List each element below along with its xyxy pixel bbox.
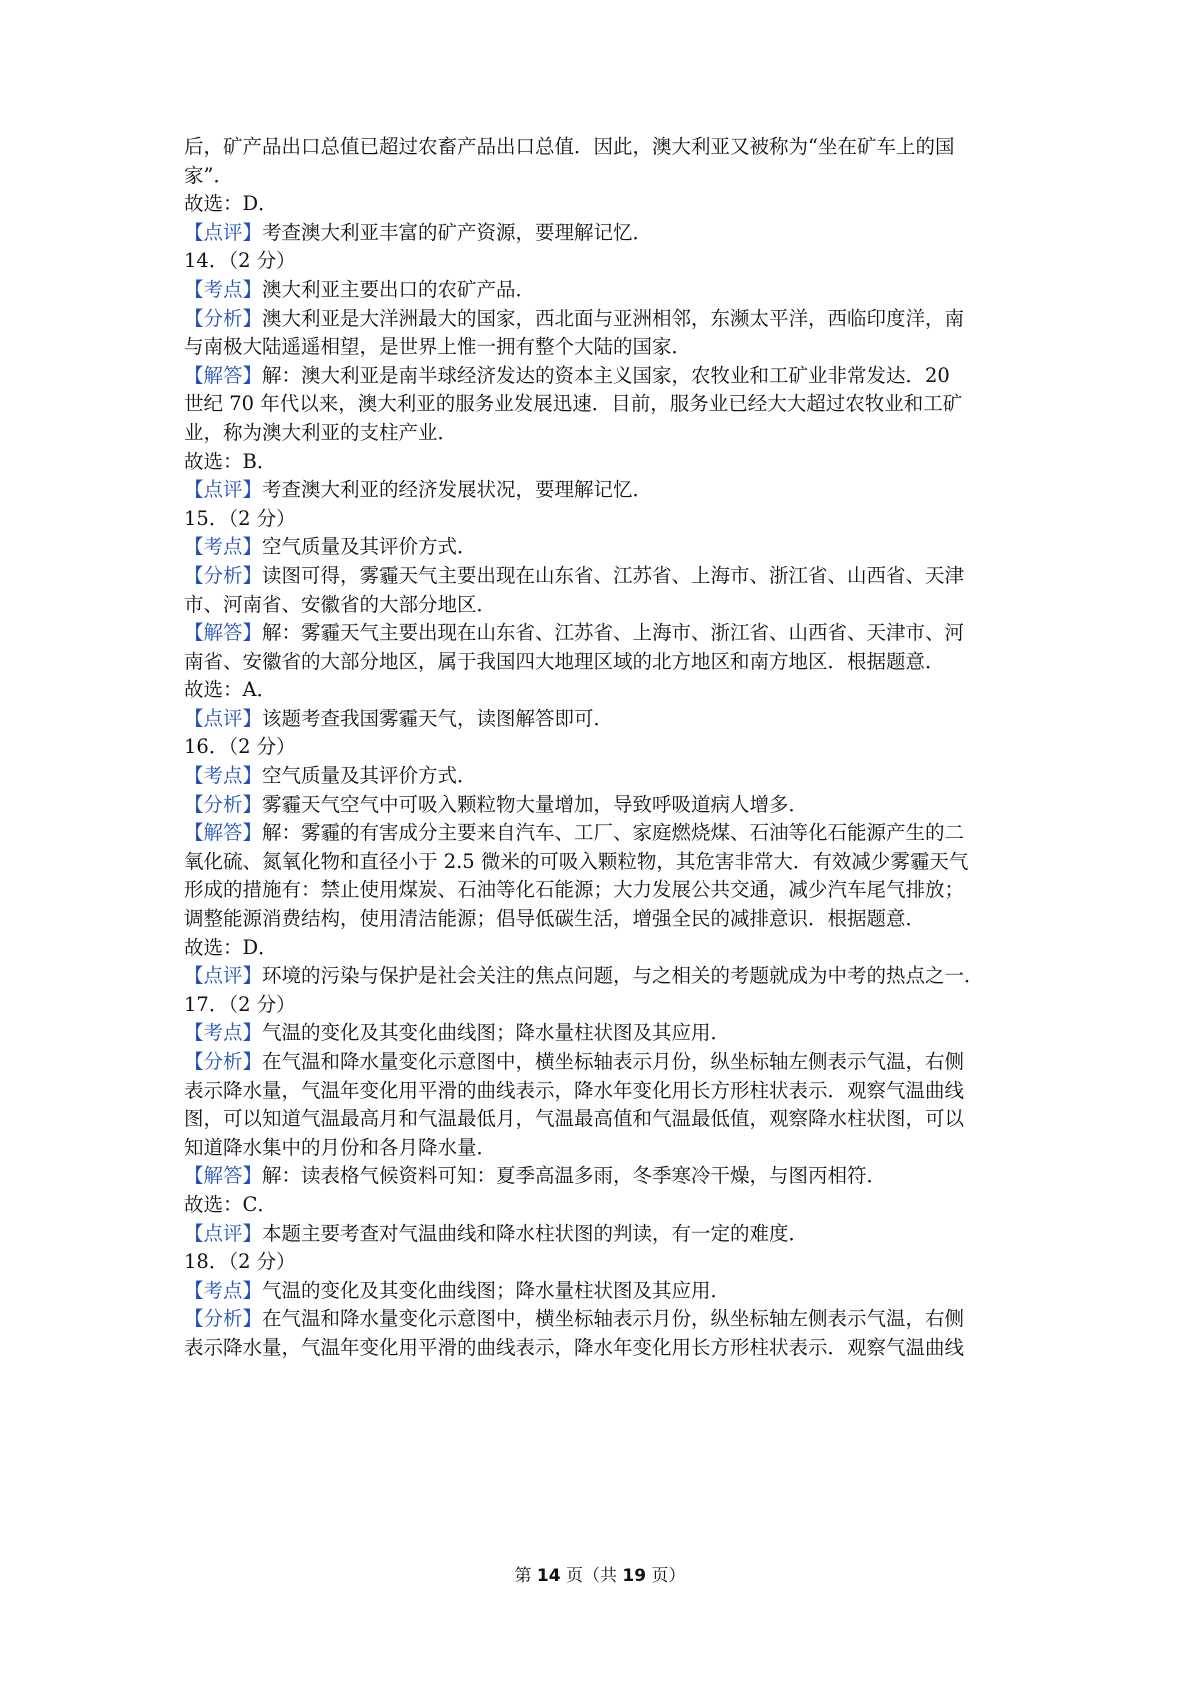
line-text: 14．（2 分） <box>184 249 296 273</box>
line-text: 故选：D． <box>184 935 278 959</box>
text-line <box>184 591 1030 620</box>
section-tag: 【点评】 <box>184 706 263 730</box>
line-text: 空气质量及其评价方式． <box>262 535 477 559</box>
text-line <box>184 562 1030 591</box>
text-line <box>184 876 1030 905</box>
section-tag: 【考点】 <box>184 1278 263 1302</box>
text-line <box>184 1305 1030 1334</box>
line-text: 考查澳大利亚的经济发展状况，要理解记忆． <box>262 478 653 502</box>
text-line <box>184 934 1030 963</box>
text-line <box>184 1334 1030 1363</box>
line-text: 解：雾霾的有害成分主要来自汽车、工厂、家庭燃烧煤、石油等化石能源产生的二 <box>262 821 965 845</box>
text-line <box>184 247 1030 276</box>
footer-total-pages: 19 <box>622 1566 647 1586</box>
text-line <box>184 905 1030 934</box>
line-text: 世纪 70 年代以来，澳大利亚的服务业发展迅速．目前，服务业已经大大超过农牧业和工矿 <box>184 392 963 416</box>
text-line <box>184 962 1030 991</box>
section-tag: 【考点】 <box>184 764 263 788</box>
text-line <box>184 162 1030 191</box>
line-text: 解：雾霾天气主要出现在山东省、江苏省、上海市、浙江省、山西省、天津市、河 <box>262 621 965 645</box>
text-line <box>184 390 1030 419</box>
section-tag: 【点评】 <box>184 478 263 502</box>
line-text: 南省、安徽省的大部分地区，属于我国四大地理区域的北方地区和南方地区．根据题意． <box>184 649 945 673</box>
line-text: 图，可以知道气温最高月和气温最低月，气温最高值和气温最低值，观察降水柱状图，可以 <box>184 1107 965 1131</box>
text-line <box>184 705 1030 734</box>
text-line <box>184 276 1030 305</box>
line-text: 澳大利亚是大洋洲最大的国家，西北面与亚洲相邻，东濒太平洋，西临印度洋，南 <box>262 306 965 330</box>
line-text: 空气质量及其评价方式． <box>262 764 477 788</box>
section-tag: 【解答】 <box>184 363 263 387</box>
page-footer <box>0 1565 1200 1587</box>
line-text: 18．（2 分） <box>184 1250 296 1274</box>
section-tag: 【点评】 <box>184 964 263 988</box>
text-line <box>184 762 1030 791</box>
text-line <box>184 791 1030 820</box>
text-line <box>184 533 1030 562</box>
footer-middle: 页（共 <box>566 1566 617 1586</box>
text-line <box>184 362 1030 391</box>
section-tag: 【分析】 <box>184 792 263 816</box>
text-line <box>184 333 1030 362</box>
text-line <box>184 1019 1030 1048</box>
line-text: 气温的变化及其变化曲线图；降水量柱状图及其应用． <box>262 1021 731 1045</box>
line-text: 表示降水量，气温年变化用平滑的曲线表示，降水年变化用长方形柱状表示．观察气温曲线 <box>184 1335 965 1359</box>
text-line <box>184 1162 1030 1191</box>
line-text: 故选：B． <box>184 449 277 473</box>
line-text: 17．（2 分） <box>184 992 296 1016</box>
text-line <box>184 505 1030 534</box>
line-text: 表示降水量，气温年变化用平滑的曲线表示，降水年变化用长方形柱状表示．观察气温曲线 <box>184 1078 965 1102</box>
section-tag: 【点评】 <box>184 220 263 244</box>
section-tag: 【分析】 <box>184 1307 263 1331</box>
text-line <box>184 1277 1030 1306</box>
text-line <box>184 991 1030 1020</box>
footer-page-number: 14 <box>536 1566 561 1586</box>
line-text: 与南极大陆遥遥相望，是世界上惟一拥有整个大陆的国家． <box>184 335 692 359</box>
line-text: 环境的污染与保护是社会关注的焦点问题，与之相关的考题就成为中考的热点之一． <box>262 964 984 988</box>
line-text: 解：澳大利亚是南半球经济发达的资本主义国家，农牧业和工矿业非常发达．20 <box>262 363 950 387</box>
line-text: 后，矿产品出口总值已超过农畜产品出口总值．因此，澳大利亚又被称为“坐在矿车上的国 <box>184 135 955 158</box>
line-text: 澳大利亚主要出口的农矿产品． <box>262 277 536 301</box>
footer-prefix: 第 <box>514 1566 532 1586</box>
text-line <box>184 733 1030 762</box>
line-text: 故选：D． <box>184 192 278 216</box>
line-text: 形成的措施有：禁止使用煤炭、石油等化石能源；大力发展公共交通，减少汽车尾气排放； <box>184 878 965 902</box>
line-text: 在气温和降水量变化示意图中，横坐标轴表示月份，纵坐标轴左侧表示气温，右侧 <box>262 1307 965 1331</box>
text-line <box>184 133 1030 162</box>
footer-suffix: 页） <box>651 1566 686 1586</box>
line-text: 知道降水集中的月份和各月降水量． <box>184 1135 497 1159</box>
text-line <box>184 419 1030 448</box>
line-text: 市、河南省、安徽省的大部分地区． <box>184 592 497 616</box>
line-text: 解：读表格气候资料可知：夏季高温多雨，冬季寒冷干燥，与图丙相符． <box>262 1164 887 1188</box>
line-text: 调整能源消费结构，使用清洁能源；倡导低碳生活，增强全民的减排意识．根据题意． <box>184 907 926 931</box>
line-text: 氧化硫、氮氧化物和直径小于 2.5 微米的可吸入颗粒物，其危害非常大．有效减少雾霾天气 <box>184 849 969 873</box>
section-tag: 【点评】 <box>184 1221 263 1245</box>
section-tag: 【解答】 <box>184 621 263 645</box>
section-tag: 【分析】 <box>184 563 263 587</box>
text-line <box>184 1048 1030 1077</box>
line-text: 读图可得，雾霾天气主要出现在山东省、江苏省、上海市、浙江省、山西省、天津 <box>262 563 965 587</box>
text-line <box>184 848 1030 877</box>
text-line <box>184 819 1030 848</box>
text-line <box>184 448 1030 477</box>
line-text: 雾霾天气空气中可吸入颗粒物大量增加，导致呼吸道病人增多． <box>262 792 809 816</box>
text-line <box>184 676 1030 705</box>
text-line <box>184 1248 1030 1277</box>
line-text: 15．（2 分） <box>184 506 296 530</box>
text-line <box>184 1134 1030 1163</box>
text-line <box>184 619 1030 648</box>
line-text: 故选：A． <box>184 678 277 702</box>
line-text: 家”． <box>184 163 233 187</box>
text-line <box>184 219 1030 248</box>
line-text: 故选：C． <box>184 1192 277 1216</box>
line-text: 本题主要考查对气温曲线和降水柱状图的判读，有一定的难度． <box>262 1221 809 1245</box>
text-line <box>184 1220 1030 1249</box>
text-line <box>184 1105 1030 1134</box>
text-line <box>184 190 1030 219</box>
section-tag: 【考点】 <box>184 277 263 301</box>
text-line <box>184 1191 1030 1220</box>
document-body <box>184 133 1030 1363</box>
line-text: 业，称为澳大利亚的支柱产业． <box>184 420 458 444</box>
line-text: 16．（2 分） <box>184 735 296 759</box>
text-line <box>184 1077 1030 1106</box>
text-line <box>184 648 1030 677</box>
text-line <box>184 476 1030 505</box>
section-tag: 【分析】 <box>184 1050 263 1073</box>
section-tag: 【解答】 <box>184 1164 263 1188</box>
section-tag: 【分析】 <box>184 306 263 330</box>
line-text: 气温的变化及其变化曲线图；降水量柱状图及其应用． <box>262 1278 731 1302</box>
section-tag: 【考点】 <box>184 1021 263 1045</box>
text-line <box>184 305 1030 334</box>
section-tag: 【解答】 <box>184 821 263 845</box>
line-text: 考查澳大利亚丰富的矿产资源，要理解记忆． <box>262 220 653 244</box>
line-text: 该题考查我国雾霾天气，读图解答即可． <box>262 706 614 730</box>
section-tag: 【考点】 <box>184 535 263 559</box>
line-text: 在气温和降水量变化示意图中，横坐标轴表示月份，纵坐标轴左侧表示气温，右侧 <box>262 1050 965 1073</box>
